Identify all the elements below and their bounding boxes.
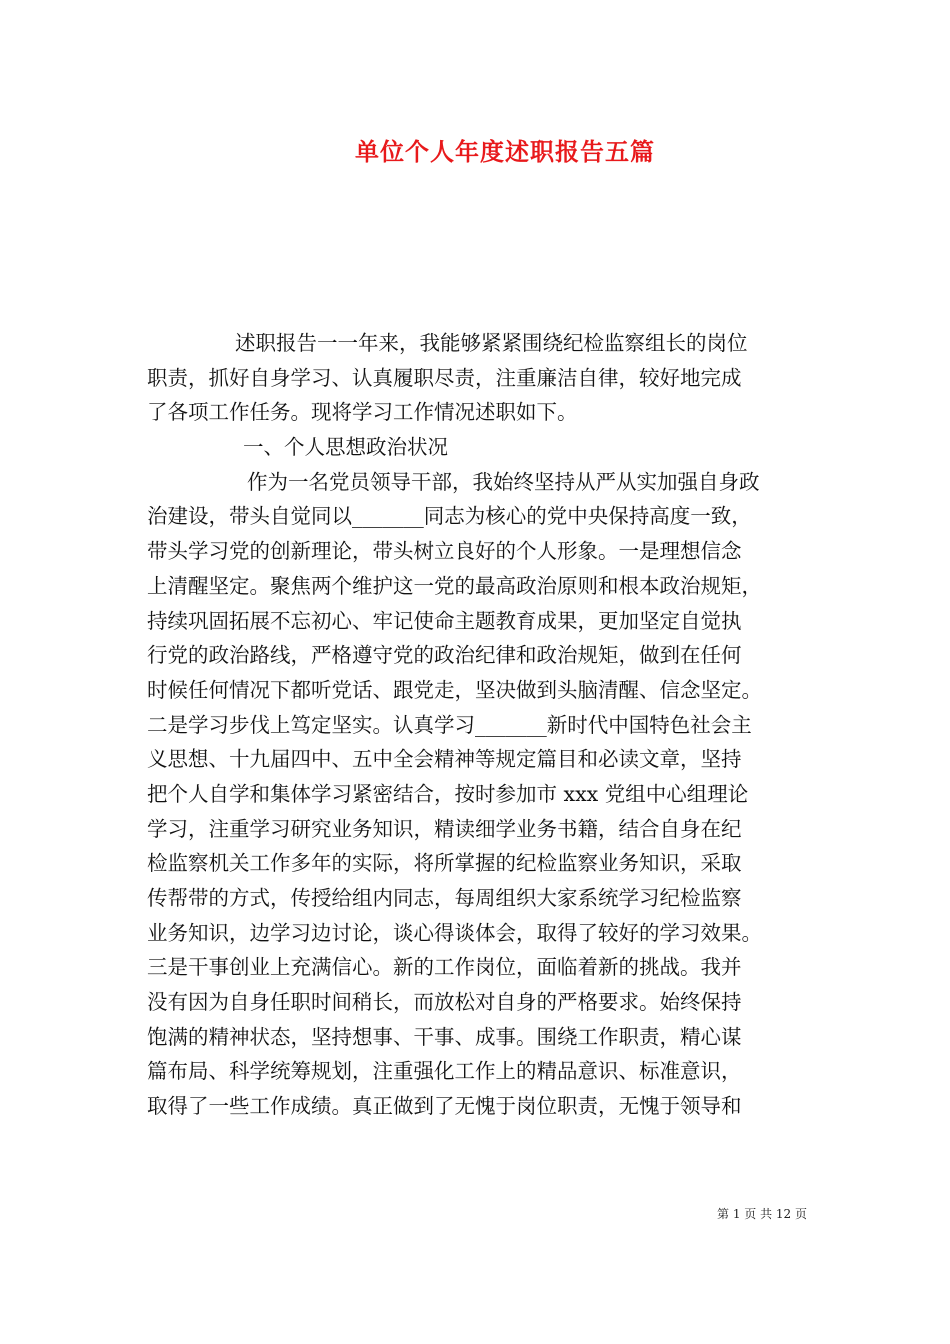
document-body bbox=[147, 326, 807, 1124]
body-line: 述职报告一一年来，我能够紧紧围绕纪检监察组长的岗位 bbox=[235, 331, 748, 355]
body-line: 二是学习步伐上笃定坚实。认真学习_______新时代中国特色社会主 bbox=[147, 712, 752, 737]
body-line: 学习，注重学习研究业务知识，精读细学业务书籍，结合自身在纪 bbox=[147, 816, 742, 841]
body-line: 作为一名党员领导干部，我始终坚持从严从实加强自身政 bbox=[247, 469, 760, 494]
body-line: 饱满的精神状态，坚持想事、干事、成事。围绕工作职责，精心谋 bbox=[147, 1024, 742, 1049]
body-line: 治建设，带头自觉同以_______同志为核心的党中央保持高度一致， bbox=[147, 504, 752, 529]
body-line: 持续巩固拓展不忘初心、牢记使命主题教育成果，更加坚定自觉执 bbox=[147, 608, 742, 633]
body-line: 检监察机关工作多年的实际，将所掌握的纪检监察业务知识，采取 bbox=[147, 851, 742, 876]
body-line: 篇布局、科学统筹规划，注重强化工作上的精品意识、标准意识， bbox=[147, 1059, 742, 1084]
body-line: 三是干事创业上充满信心。新的工作岗位，面临着新的挑战。我并 bbox=[147, 955, 742, 980]
body-line: 行党的政治路线，严格遵守党的政治纪律和政治规矩，做到在任何 bbox=[147, 643, 742, 668]
body-line: 业务知识，边学习边讨论，谈心得谈体会，取得了较好的学习效果。 bbox=[147, 920, 762, 945]
body-line: 传帮带的方式，传授给组内同志，每周组织大家系统学习纪检监察 bbox=[147, 886, 742, 910]
body-line: 没有因为自身任职时间稍长，而放松对自身的严格要求。始终保持 bbox=[147, 990, 742, 1015]
body-line: 上清醒坚定。聚焦两个维护这一党的最高政治原则和根本政治规矩， bbox=[147, 573, 762, 598]
body-line: 职责，抓好自身学习、认真履职尽责，注重廉洁自律，较好地完成 bbox=[147, 365, 742, 390]
body-line: 时候任何情况下都听党话、跟党走，坚决做到头脑清醒、信念坚定。 bbox=[147, 677, 762, 702]
document-title: 单位个人年度述职报告五篇 bbox=[355, 137, 655, 166]
body-line: 把个人自学和集体学习紧密结合，按时参加市 xxx 党组中心组理论 bbox=[147, 781, 749, 806]
body-line: 带头学习党的创新理论，带头树立良好的个人形象。一是理想信念 bbox=[147, 539, 742, 564]
body-line: 取得了一些工作成绩。真正做到了无愧于岗位职责，无愧于领导和 bbox=[147, 1094, 742, 1119]
body-line: 一、个人思想政治状况 bbox=[243, 435, 448, 460]
page-footer: 第 1 页 共 12 页 bbox=[717, 1207, 807, 1221]
body-line: 了各项工作任务。现将学习工作情况述职如下。 bbox=[147, 400, 578, 425]
body-line: 义思想、十九届四中、五中全会精神等规定篇目和必读文章，坚持 bbox=[147, 747, 742, 772]
